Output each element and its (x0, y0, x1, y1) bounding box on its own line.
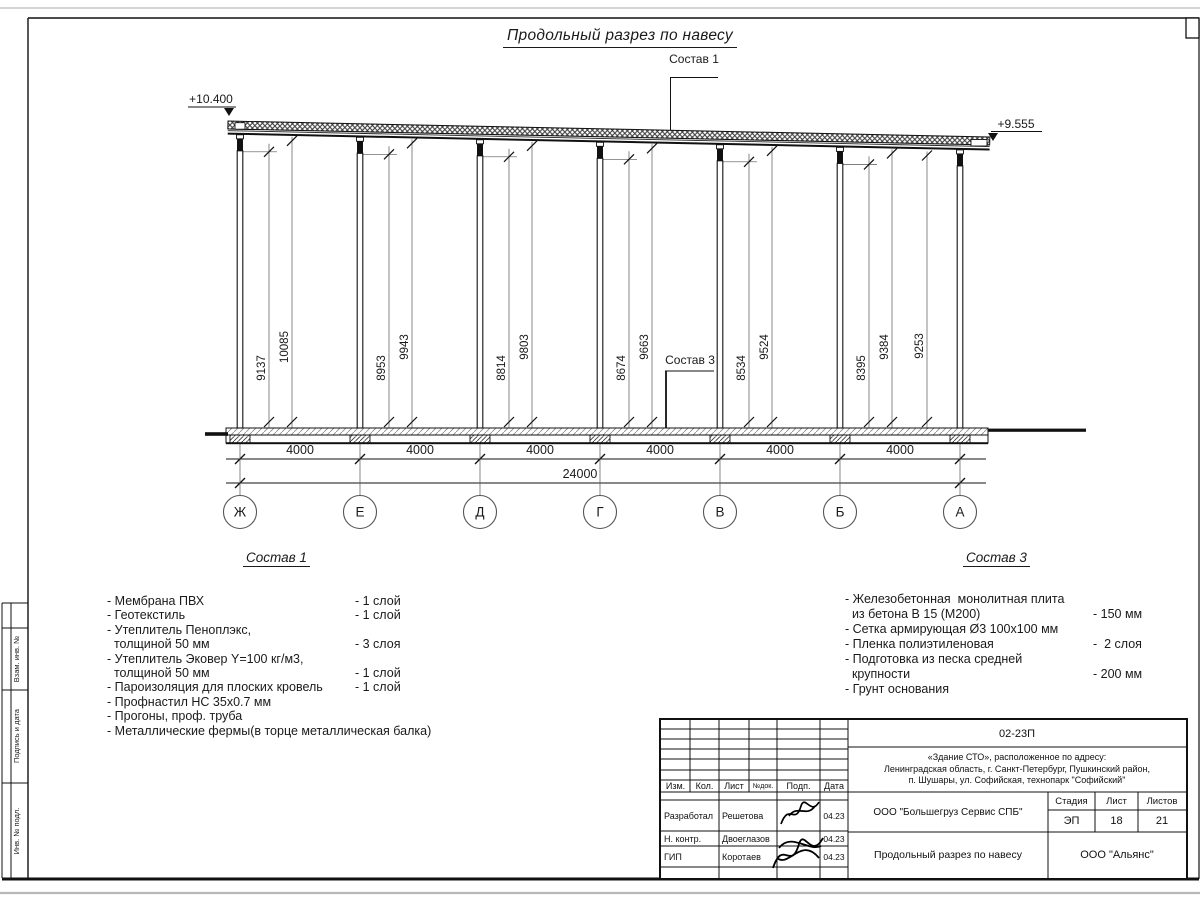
sostav1-title: Состав 1 (243, 550, 310, 567)
columns (237, 135, 964, 428)
svg-text:8674: 8674 (616, 355, 628, 381)
height-labels (256, 331, 926, 381)
list-item: - Мембрана ПВХ - 1 слой (107, 594, 401, 608)
total-width-label: 24000 (562, 467, 598, 481)
tb-col-kol: Кол. (695, 781, 714, 791)
tb-col-data: Дата (824, 781, 844, 791)
width-dimensions (226, 444, 986, 496)
sheet-number-corner-box (1186, 18, 1199, 38)
tb-project-address: «Здание СТО», расположенное по адресу: Ленинградская область, г. Санкт-Петербург, Пушкинский район, п. Шушары, ул. Софийская, технопарк "Софийский" (883, 752, 1151, 786)
svg-text:Б: Б (835, 504, 845, 520)
tb-col-ndok: №док. (752, 782, 774, 790)
list-item: - Профнастил НС 35х0.7 мм (107, 694, 272, 709)
list-item: крупности - 200 мм (845, 667, 1143, 681)
ground-slab (205, 428, 1086, 444)
tb-doc-code: 02-23П (998, 727, 1036, 740)
svg-text:4000: 4000 (886, 443, 914, 457)
list-item: - Прогоны, проф. труба (107, 709, 243, 724)
svg-text:4000: 4000 (646, 443, 674, 457)
tb-col-podp: Подп. (786, 781, 811, 791)
height-dimensions (243, 137, 927, 428)
elevation-mark-left (188, 92, 236, 116)
list-item: - Утеплитель Эковер Y=100 кг/м3, (107, 651, 304, 666)
list-item: из бетона В 15 (М200) - 150 мм (845, 607, 1143, 621)
list-item: - Пленка полиэтиленовая - 2 слоя (845, 637, 1142, 651)
side-label-inv: Инв. № подл. (12, 807, 21, 855)
svg-text:4000: 4000 (406, 443, 434, 457)
tb-sheet-title: Продольный разрез по навесу (874, 849, 1022, 861)
tb-date-developed: 04.23 (823, 810, 845, 821)
svg-text:4000: 4000 (766, 443, 794, 457)
tb-sheet-label: Лист (1106, 795, 1127, 807)
list-item: толщиной 50 мм - 3 слоя (107, 637, 401, 652)
tb-org: ООО "Альянс" (1080, 849, 1154, 861)
sostav1-list (107, 594, 527, 738)
svg-text:9384: 9384 (879, 334, 891, 360)
tb-sheets-value: 21 (1155, 815, 1169, 827)
tb-role-ncontr: Н. контр. (664, 833, 702, 844)
roof-band (228, 121, 990, 151)
tb-role-developed: Разработал (664, 810, 713, 821)
side-label-podpis: Подпись и дата (12, 709, 21, 763)
list-item: - Пароизоляция для плоских кровель - 1 слой (107, 680, 401, 695)
svg-text:Состав 1: Состав 1 (669, 52, 719, 66)
svg-text:8534: 8534 (736, 355, 748, 381)
tb-name-gip: Коротаев (722, 851, 761, 862)
ground-line-left (205, 432, 228, 436)
svg-text:Д: Д (475, 504, 485, 520)
svg-text:9253: 9253 (914, 333, 926, 359)
list-item: - Сетка армирующая Ø3 100х100 мм (845, 622, 1059, 636)
svg-text:9137: 9137 (256, 355, 268, 381)
tb-col-list: Лист (724, 781, 744, 791)
tb-role-gip: ГИП (664, 851, 682, 862)
svg-text:9803: 9803 (519, 334, 531, 360)
tb-name-developed: Решетова (722, 810, 764, 821)
svg-text:8395: 8395 (856, 355, 868, 381)
tb-stage-value: ЭП (1063, 815, 1080, 827)
list-item: - Геотекстиль - 1 слой (107, 608, 401, 623)
tb-date-ncontr: 04.23 (823, 833, 845, 844)
list-item: толщиной 50 мм - 1 слой (107, 665, 401, 680)
list-item: - Подготовка из песка средней (845, 652, 1023, 666)
title-block (659, 718, 1188, 880)
tb-name-ncontr: Двоеглазов (722, 833, 770, 844)
sostav3-title: Состав 3 (963, 550, 1030, 567)
side-label-vzam: Взам. инв. № (12, 635, 21, 683)
svg-text:10085: 10085 (279, 331, 291, 363)
svg-text:Ж: Ж (233, 504, 247, 520)
axis-bubbles (224, 496, 977, 529)
page-title: Продольный разрез по навесу (503, 27, 737, 48)
svg-text:Е: Е (355, 504, 365, 520)
leader-sostav1 (669, 52, 719, 130)
tb-stage-label: Стадия (1055, 795, 1088, 807)
roof-left-endcap (235, 123, 245, 130)
elevation-mark-right (988, 117, 1042, 141)
svg-text:+9.555: +9.555 (997, 117, 1035, 131)
tb-date-gip: 04.23 (823, 851, 845, 862)
tb-sheet-value: 18 (1110, 815, 1123, 827)
list-item: - Утеплитель Пеноплэкс, (107, 622, 252, 637)
ground-line-right (988, 429, 1086, 432)
leader-sostav3 (665, 353, 715, 428)
signature-reshetova (781, 802, 819, 824)
list-item: - Железобетонная монолитная плита (845, 592, 1065, 606)
svg-text:9524: 9524 (759, 334, 771, 360)
svg-text:Состав 3: Состав 3 (665, 353, 715, 367)
list-item: - Металлические фермы(в торце металлическая балка) (107, 723, 432, 738)
roof-right-endcap (971, 140, 987, 147)
svg-text:В: В (715, 504, 725, 520)
tb-sheets-label: Листов (1146, 795, 1178, 807)
svg-text:+10.400: +10.400 (189, 92, 233, 106)
list-item: - Грунт основания (845, 682, 950, 696)
svg-text:Г: Г (596, 504, 604, 520)
tb-company: ООО "Большегруз Сервис СПБ" (873, 806, 1023, 818)
signature-lower (773, 838, 823, 868)
svg-text:8953: 8953 (376, 355, 388, 381)
tb-col-izm: Изм. (665, 781, 686, 791)
svg-text:9943: 9943 (399, 334, 411, 360)
sostav3-list (845, 592, 1200, 697)
svg-text:4000: 4000 (526, 443, 554, 457)
svg-text:8814: 8814 (496, 355, 508, 381)
svg-text:А: А (955, 504, 965, 520)
svg-text:4000: 4000 (286, 443, 314, 457)
svg-text:9663: 9663 (639, 334, 651, 360)
